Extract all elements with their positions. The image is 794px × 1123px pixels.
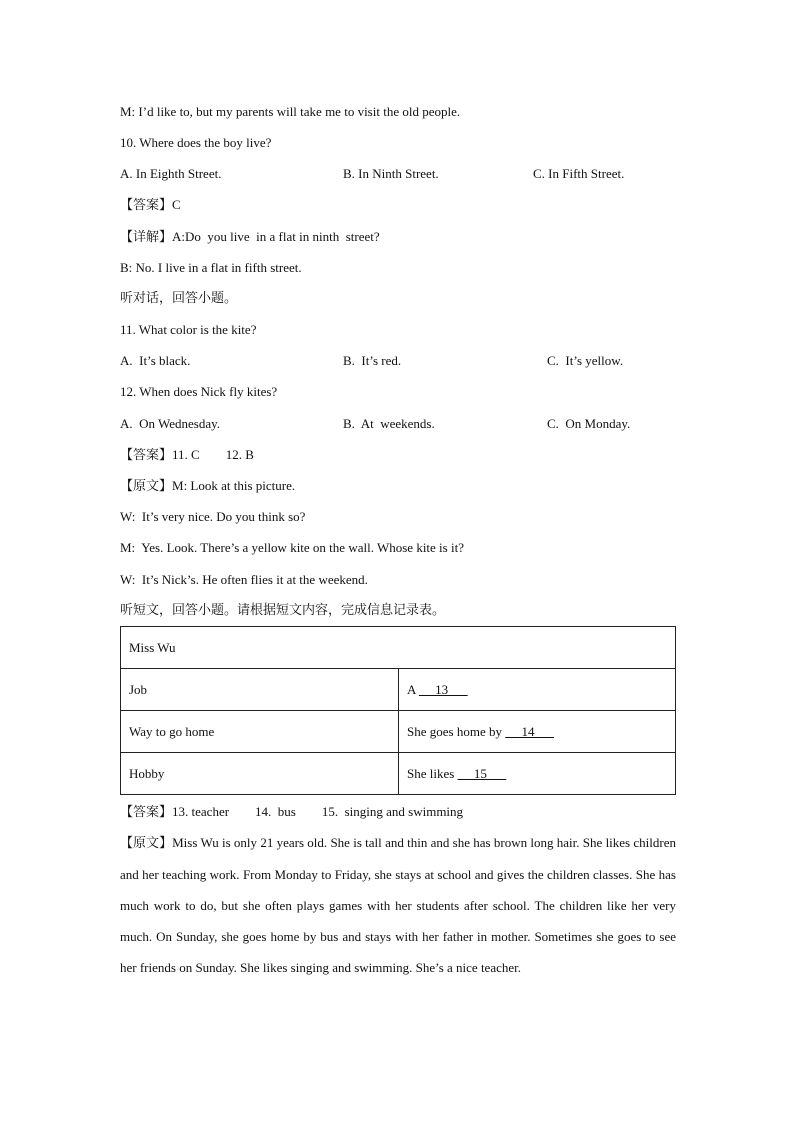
table-row xyxy=(121,711,676,753)
option-10a: A. In Eighth Street. xyxy=(120,166,222,181)
blank-14: 14 xyxy=(505,723,554,739)
answer-10 xyxy=(120,197,181,214)
table-row xyxy=(121,669,676,711)
row-label-hobby: Hobby xyxy=(121,753,399,795)
answer-tag: 【答案】 xyxy=(120,198,173,213)
detail-tag: 【详解】 xyxy=(120,230,173,245)
row-value-way-home xyxy=(399,711,676,753)
table-row xyxy=(121,753,676,795)
option-12a: A. On Wednesday. xyxy=(120,416,221,431)
answer-tag: 【答案】 xyxy=(120,805,173,820)
option-10b: B. In Ninth Street. xyxy=(343,166,439,181)
option-11c: C. It’s yellow. xyxy=(547,353,624,368)
instruction-dialogue: 听对话，回答小题。 xyxy=(120,291,238,306)
answer-tag: 【答案】 xyxy=(120,448,173,463)
answer-value: 11. C 12. B xyxy=(172,447,254,462)
option-10c: C. In Fifth Street. xyxy=(533,166,625,181)
detail-line-1 xyxy=(120,229,380,246)
blank-13: 13 xyxy=(418,681,468,697)
option-11b: B. It’s red. xyxy=(343,353,402,368)
detail-text: A:Do you live in a flat in ninth street? xyxy=(172,229,380,244)
row-label-job: Job xyxy=(121,669,399,711)
passage-text: Miss Wu is only 21 years old. She is tall and thin and she has brown long hair. She likes children and her teaching work. From Monday to Friday, she stays at school and gives the children classes. She has much work to do, but she often plays games with her students after school. The children like her very much. On Sunday, she goes home by bus and stays with her father in mother. Sometimes she goes to see her friends on Sunday. She likes singing and swimming. She’s a nice teacher. xyxy=(120,835,676,975)
answer-value: 13. teacher 14. bus 15. singing and swimming xyxy=(172,804,464,819)
question-10: 10. Where does the boy live? xyxy=(120,135,272,150)
value-prefix: She likes xyxy=(407,765,458,781)
row-value-hobby xyxy=(399,753,676,795)
transcript-line-1 xyxy=(120,478,295,495)
question-11: 11. What color is the kite? xyxy=(120,322,257,337)
blank-15: 15 xyxy=(457,765,507,781)
dialogue-line: M: I’d like to, but my parents will take me to visit the old people. xyxy=(120,104,461,119)
answer-11-12 xyxy=(120,447,254,464)
row-value-job xyxy=(399,669,676,711)
transcript-line-4: W: It’s Nick’s. He often flies it at the weekend. xyxy=(120,572,368,587)
transcript-tag: 【原文】 xyxy=(120,479,173,494)
record-table xyxy=(120,626,676,795)
table-title: Miss Wu xyxy=(121,627,676,669)
value-prefix: A xyxy=(407,681,419,697)
option-12b: B. At weekends. xyxy=(343,416,435,431)
passage-transcript xyxy=(120,827,676,983)
transcript-line-3: M: Yes. Look. There’s a yellow kite on the wall. Whose kite is it? xyxy=(120,540,464,555)
transcript-line-2: W: It’s very nice. Do you think so? xyxy=(120,509,306,524)
transcript-text: M: Look at this picture. xyxy=(172,478,296,493)
transcript-tag: 【原文】 xyxy=(120,836,173,851)
instruction-passage: 听短文，回答小题。请根据短文内容，完成信息记录表。 xyxy=(120,603,446,618)
table-title-row xyxy=(121,627,676,669)
value-prefix: She goes home by xyxy=(407,723,506,739)
answer-13-15 xyxy=(120,804,463,821)
row-label-way-home: Way to go home xyxy=(121,711,399,753)
question-12: 12. When does Nick fly kites? xyxy=(120,384,278,399)
answer-value: C xyxy=(172,197,181,212)
option-11a: A. It’s black. xyxy=(120,353,191,368)
detail-line-2: B: No. I live in a flat in fifth street. xyxy=(120,260,302,275)
option-12c: C. On Monday. xyxy=(547,416,631,431)
